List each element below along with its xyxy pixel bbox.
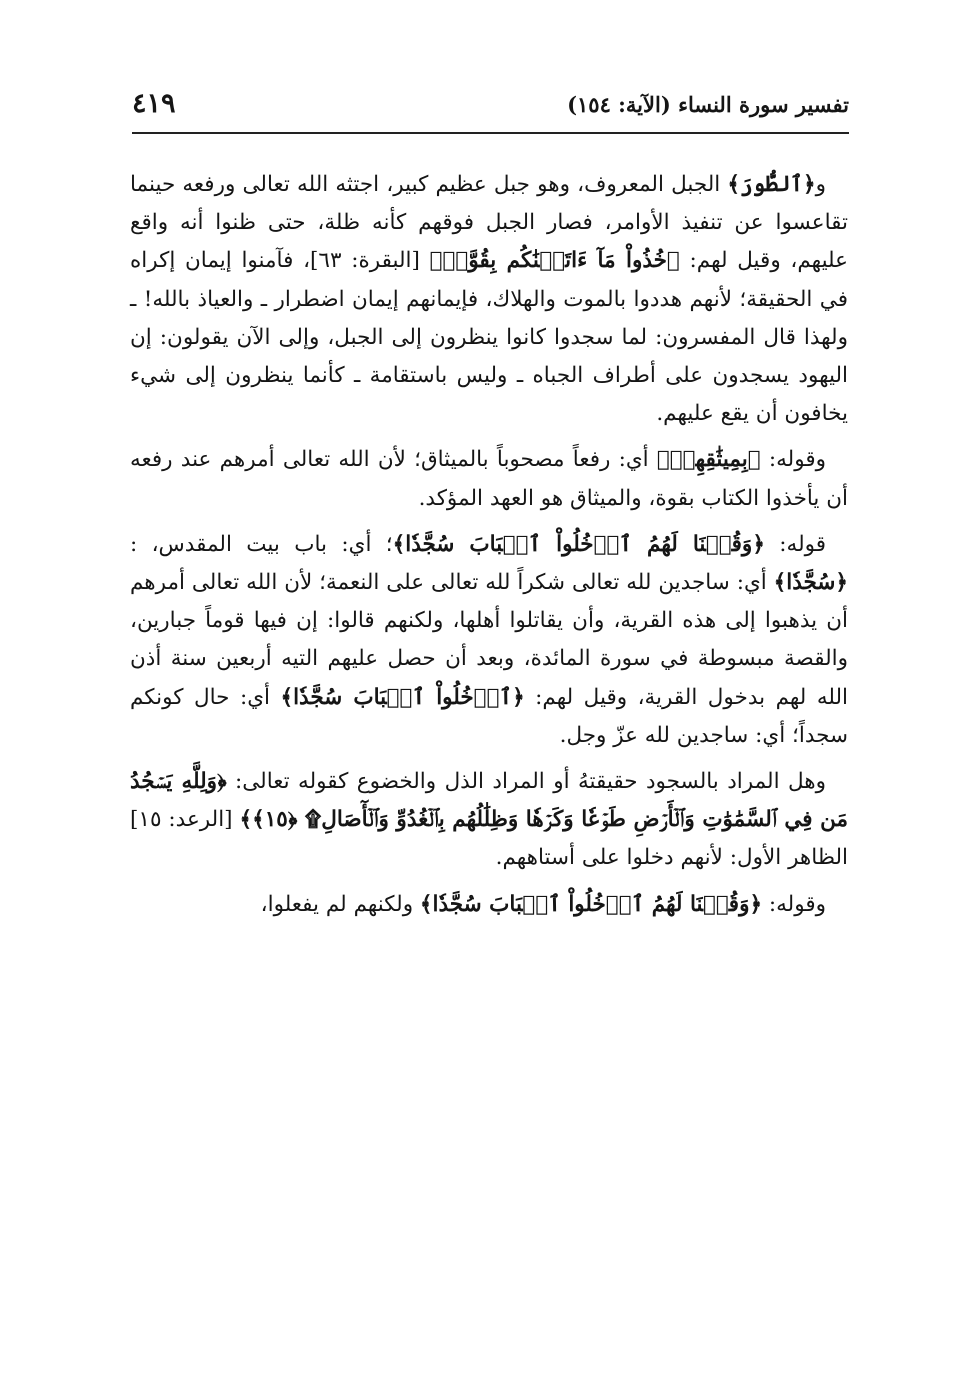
quran-citation: ﴿وَلِلَّهِ يَسۡجُدُ مَن فِي ٱلسَّمَٰوَٰتِ وَٱلۡأَرۡضِ طَوۡعٗا وَكَرۡهٗا وَظِلَٰلُهُم بِٱلۡغُدُوِّ وَٱلۡأٓصَالِ۩ ﴿١٥﴾﴾ xyxy=(130,769,848,833)
header-rule xyxy=(132,132,849,134)
running-title: تفسير سورة النساء (الآية: ١٥٤) xyxy=(567,92,849,117)
paragraph xyxy=(130,526,848,755)
quran-citation: ﴿ٱلطُّورَ﴾ xyxy=(727,172,816,197)
paragraph-text: و xyxy=(815,172,826,197)
paragraph-text: [البقرة: ٦٣]، فآمنوا إيمان إكراه في الحقيقة؛ لأنهم هددوا بالموت والهلاك، فإيمانهم إيمان اضطرار ـ والعياذ بالله! ـ ولهذا قال المفسرون: لما سجدوا كانوا ينظرون إلى الجبل، وإلى الآن يقولون: إن اليهود يسجدون على أطراف الجباه ـ وليس باستقامة ـ كأنما ينظرون إلى شيء يخافون أن يقع عليهم. xyxy=(130,248,848,427)
page-header xyxy=(132,88,849,132)
paragraph-text: قوله: xyxy=(764,531,826,557)
page-number: ٤١٩ xyxy=(132,88,176,119)
paragraph-text: الجبل المعروف، وهو جبل عظيم كبير، اجتثه الله تعالى ورفعه حينما تقاعسوا عن تنفيذ الأوامر، فصار الجبل فوقهم كأنه ظلة، حتى ظنوا أنه واقع عليهم، وقيل لهم: xyxy=(130,172,849,274)
paragraph-text: ؛ أي: باب بيت المقدس، : xyxy=(130,531,393,557)
paragraph-text: أي: ساجدين لله تعالى شكراً لله تعالى على النعمة؛ لأن الله تعالى أمرهم أن يذهبوا إلى هذه القرية، وأن يقاتلوا أهلها، ولكنهم قالوا: إن فيها قوماً جبارين، والقصة مبسوطة في سورة المائدة، وبعد أن حصل عليهم التيه أربعين سنة أذن الله لهم بدخول القرية، وقيل لهم: xyxy=(130,570,848,710)
paragraph xyxy=(130,886,848,924)
quran-citation: ﴿وَقُلۡنَا لَهُمُ ٱدۡخُلُواْ ٱلۡبَابَ سُجَّدٗا﴾ xyxy=(419,891,763,917)
paragraph-text: أي: رفعاً مصحوباً بالميثاق؛ لأن الله تعالى أمرهم عند رفعه أن يأخذوا الكتاب بقوة، والميثاق هو العهد المؤكد. xyxy=(130,447,848,511)
paragraph xyxy=(130,763,848,878)
paragraph-text: وقوله: xyxy=(760,447,826,473)
paragraph xyxy=(130,441,848,517)
paragraph-text: وهل المراد بالسجود حقيقتهُ أو المراد الذل والخضوع كقوله تعالى: xyxy=(226,769,826,795)
quran-citation: ﴿خُذُواْ مَآ ءَاتَيۡنَٰكُم بِقُوَّةٖ﴾ xyxy=(429,248,680,274)
quran-citation: ﴿سُجَّدٗا﴾ xyxy=(773,570,848,596)
page-body xyxy=(130,166,848,932)
paragraph xyxy=(130,166,848,433)
paragraph-text: أي: حال كونكم سجداً؛ أي: ساجدين لله عزّ وجل. xyxy=(130,684,848,748)
quran-citation: ﴿ٱدۡخُلُواْ ٱلۡبَابَ سُجَّدٗا﴾ xyxy=(280,684,525,710)
paragraph-text: [الرعد: ١٥] الظاهر الأول: لأنهم دخلوا على أستاههم. xyxy=(130,807,848,871)
quran-citation: ﴿وَقُلۡنَا لَهُمُ ٱدۡخُلُواْ ٱلۡبَابَ سُجَّدٗا﴾ xyxy=(392,531,765,557)
paragraph-text: وقوله: xyxy=(762,891,826,917)
paragraph-text: ولكنهم لم يفعلوا، xyxy=(260,891,420,917)
quran-citation: ﴿بِمِيثَٰقِهِمۡ﴾ xyxy=(656,447,761,473)
